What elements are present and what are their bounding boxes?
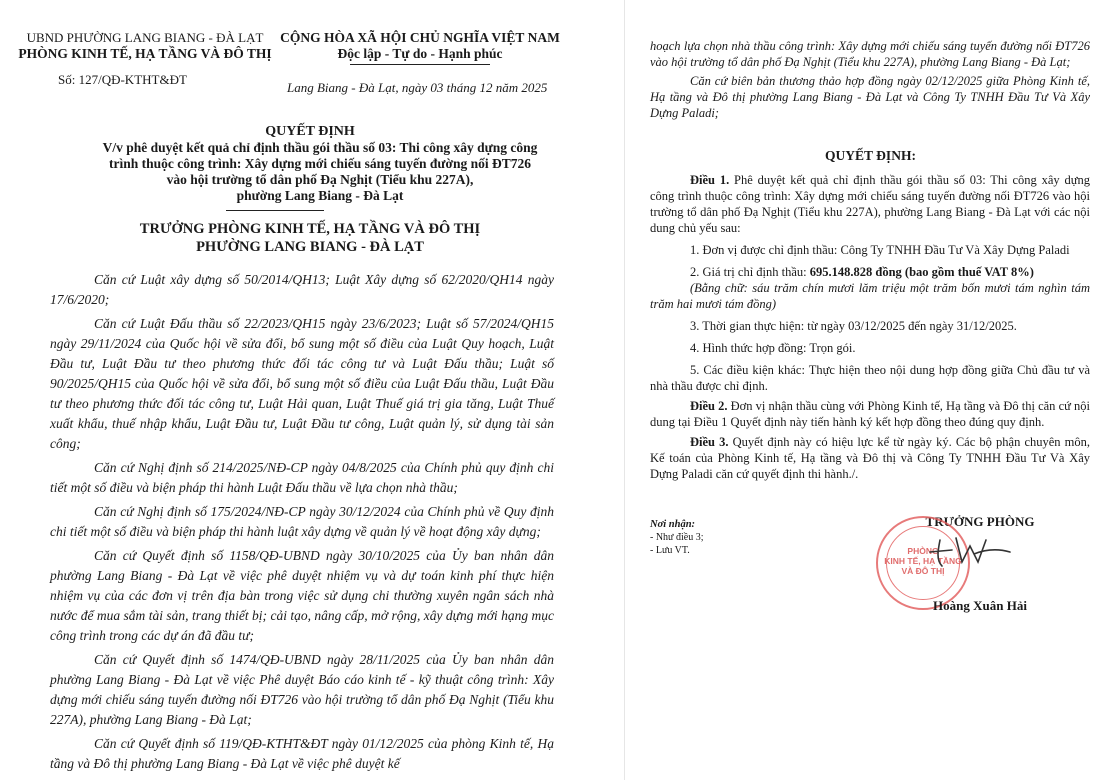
legal-basis-item: Căn cứ Nghị định số 175/2024/NĐ-CP ngày 30/12/2024 của Chính phủ về Quy định chi tiết một số điều và biện pháp thi hành luật xây dựng về quản lý về hoạt động xây dựng; <box>50 504 554 539</box>
article-1-item-1: 1. Đơn vị được chỉ định thầu: Công Ty TNHH Đầu Tư Và Xây Dựng Paladi <box>690 243 1070 257</box>
decision-heading: QUYẾT ĐỊNH: <box>825 148 916 163</box>
article-3-label: Điều 3. <box>690 435 729 449</box>
legal-basis-item: Căn cứ Nghị định số 214/2025/NĐ-CP ngày 04/8/2025 của Chính phủ quy định chi tiết một số điều và biện pháp thi hành Luật Đấu thầu về lựa chọn nhà thầu; <box>50 460 554 495</box>
article-1-item-5: 5. Các điều kiện khác: Thực hiện theo nội dung hợp đồng giữa Chủ đầu tư và nhà thầu được chỉ định. <box>650 363 1090 393</box>
article-1-item-2 <box>650 264 1090 280</box>
legal-basis-item: Căn cứ Luật xây dựng số 50/2014/QH13; Luật Xây dựng số 62/2020/QH14 ngày 17/6/2020; <box>50 272 554 307</box>
document-title: QUYẾT ĐỊNH <box>265 124 355 139</box>
signature-mark <box>926 532 1016 572</box>
document-number: Số: 127/QĐ-KTHT&ĐT <box>58 72 187 87</box>
issuing-org-block <box>10 30 280 62</box>
subject-line: phường Lang Biang - Đà Lạt <box>236 188 404 203</box>
subject-line: vào hội trường tổ dân phố Đạ Nghịt (Tiểu khu 227A), <box>166 172 474 187</box>
contract-value-in-words: (Bằng chữ: sáu trăm chín mươi lăm triệu một trăm bốn mươi tám nghìn tám trăm hai mươi tám đồng) <box>650 281 1090 311</box>
article-1 <box>650 172 1090 236</box>
motto-underline <box>350 64 490 65</box>
legal-basis-item: Căn cứ Quyết định số 1158/QĐ-UBND ngày 30/10/2025 của Ủy ban nhân dân phường Lang Biang - Đà Lạt về việc phê duyệt nhiệm vụ và dự toán kinh phí thực hiện nhiệm vụ của các đơn vị trên địa bàn trong việc sử dụng chi thường xuyên ngân sách nhà nước để mua sắm tài sản, trang thiết bị; cải tạo, nâng cấp, mở rộng, xây dựng mới hạng mục công trình trong các dự án đã đầu tư; <box>50 548 554 643</box>
legal-basis-item: Căn cứ Quyết định số 1474/QĐ-UBND ngày 28/11/2025 của Ủy ban nhân dân phường Lang Biang - Đà Lạt về việc Phê duyệt Báo cáo kinh tế - kỹ thuật công trình: Xây dựng mới chiếu sáng tuyến đường nối ĐT726 vào hội trường tổ dân phố Đạ Nghịt (Tiểu khu 227A), phường Lang Biang - Đà Lạt; <box>50 652 554 727</box>
article-3-text: Quyết định này có hiệu lực kể từ ngày ký. Các bộ phận chuyên môn, Kế toán của Phòng Kinh tế, Hạ tầng và Đô thị và Công Ty TNHH Đầu Tư Và Xây Dựng Paladi căn cứ quyết định thi hành./. <box>650 435 1091 481</box>
item-2-label: 2. Giá trị chỉ định thầu: <box>690 265 807 279</box>
signer-title: TRƯỞNG PHÒNG <box>925 514 1035 529</box>
article-1-item-4: 4. Hình thức hợp đồng: Trọn gói. <box>690 341 856 355</box>
article-1-label: Điều 1. <box>690 173 730 187</box>
subject-line: V/v phê duyệt kết quả chỉ định thầu gói thầu số 03: Thi công xây dựng công <box>102 140 538 155</box>
subject-line: trình thuộc công trình: Xây dựng mới chiếu sáng tuyến đường nối ĐT726 <box>109 156 531 171</box>
legal-basis-continuation: hoạch lựa chọn nhà thầu công trình: Xây dựng mới chiếu sáng tuyến đường nối ĐT726 vào hội trường tổ dân phố Đạ Nghịt (Tiểu khu 227A), phường Lang Biang - Đà Lạt; <box>650 39 1090 69</box>
place-and-date: Lang Biang - Đà Lạt, ngày 03 tháng 12 năm 2025 <box>287 80 548 95</box>
authority-title: TRƯỞNG PHÒNG KINH TẾ, HẠ TẦNG VÀ ĐÔ THỊ <box>139 221 481 237</box>
subject-underline <box>226 210 324 211</box>
authority-ward: PHƯỜNG LANG BIANG - ĐÀ LẠT <box>196 239 424 255</box>
article-2-label: Điều 2. <box>690 399 728 413</box>
legal-basis-item: Căn cứ Quyết định số 119/QĐ-KTHT&ĐT ngày 01/12/2025 của phòng Kinh tế, Hạ tầng và Đô thị phường Lang Biang - Đà Lạt về việc phê duyệt kế <box>50 736 554 771</box>
continued-bases <box>650 38 1090 121</box>
national-motto-block <box>275 30 565 65</box>
article-3 <box>650 434 1090 482</box>
recipients-block <box>650 518 703 557</box>
signer-name: Hoàng Xuân Hải <box>933 598 1027 613</box>
decision-articles <box>650 172 1090 482</box>
article-2 <box>650 398 1090 430</box>
recipient-item: - Như điều 3; <box>650 532 704 543</box>
contract-value: 695.148.828 đồng (bao gồm thuế VAT 8%) <box>809 265 1034 279</box>
nation-motto: Độc lập - Tự do - Hạnh phúc <box>337 46 503 61</box>
seal-text: PHÒNG KINH TẾ, HẠ TẦNG VÀ ĐÔ THỊ <box>884 546 962 576</box>
issuing-org-parent: UBND PHƯỜNG LANG BIANG - ĐÀ LẠT <box>26 30 264 45</box>
legal-basis-item: Căn cứ Luật Đấu thầu số 22/2023/QH15 ngày 23/6/2023; Luật số 57/2024/QH15 ngày 29/11/2024 của Quốc hội về sửa đổi, bổ sung một số điều của Luật Quy hoạch, Luật Đầu tư, Luật Đầu tư theo phương thức đối tác công tư và Luật Đấu thầu; Luật số 90/2025/QH15 của Quốc hội về sửa đổi, bổ sung một số điều của Luật Đấu thầu, Luật Đầu tư theo phương thức đối tác công tư, Luật Hải quan, Luật Thuế giá trị gia tăng, Luật Thuế xuất khẩu, thuế nhập khẩu, Luật Đầu tư, Luật Đầu tư công, Luật quản lý, sử dụng tài sản công; <box>50 316 554 451</box>
legal-basis-item: Căn cứ biên bản thương thảo hợp đồng ngày 02/12/2025 giữa Phòng Kinh tế, Hạ tầng và Đô thị phường Lang Biang - Đà Lạt và Công Ty TNHH Đầu Tư Và Xây Dựng Paladi; <box>650 74 1090 120</box>
article-1-text: Phê duyệt kết quả chỉ định thầu gói thầu số 03: Thi công xây dựng công trình thuộc công trình: Xây dựng mới chiếu sáng tuyến đường nối ĐT726 vào hội trường tổ dân phố Đạ Nghịt (Tiểu khu 227A), phường Lang Biang - Đà Lạt với các nội dung chủ yếu sau: <box>650 173 1090 235</box>
right-page <box>630 0 1111 780</box>
issuing-authority <box>0 220 620 256</box>
nation-name: CỘNG HÒA XÃ HỘI CHỦ NGHĨA VIỆT NAM <box>280 30 560 45</box>
document-subject <box>30 140 610 204</box>
article-2-text: Đơn vị nhận thầu cùng với Phòng Kinh tế, Hạ tầng và Đô thị căn cứ nội dung tại Điều 1 Quyết định này tiến hành ký kết hợp đồng theo đúng quy định. <box>650 399 1091 429</box>
recipient-item: - Lưu VT. <box>650 545 690 556</box>
article-1-item-3: 3. Thời gian thực hiện: từ ngày 03/12/2025 đến ngày 31/12/2025. <box>690 319 1017 333</box>
recipients-title: Nơi nhận: <box>650 519 696 530</box>
issuing-org-name: PHÒNG KINH TẾ, HẠ TẦNG VÀ ĐÔ THỊ <box>18 46 272 61</box>
page-divider <box>624 0 625 780</box>
legal-bases <box>50 270 554 774</box>
